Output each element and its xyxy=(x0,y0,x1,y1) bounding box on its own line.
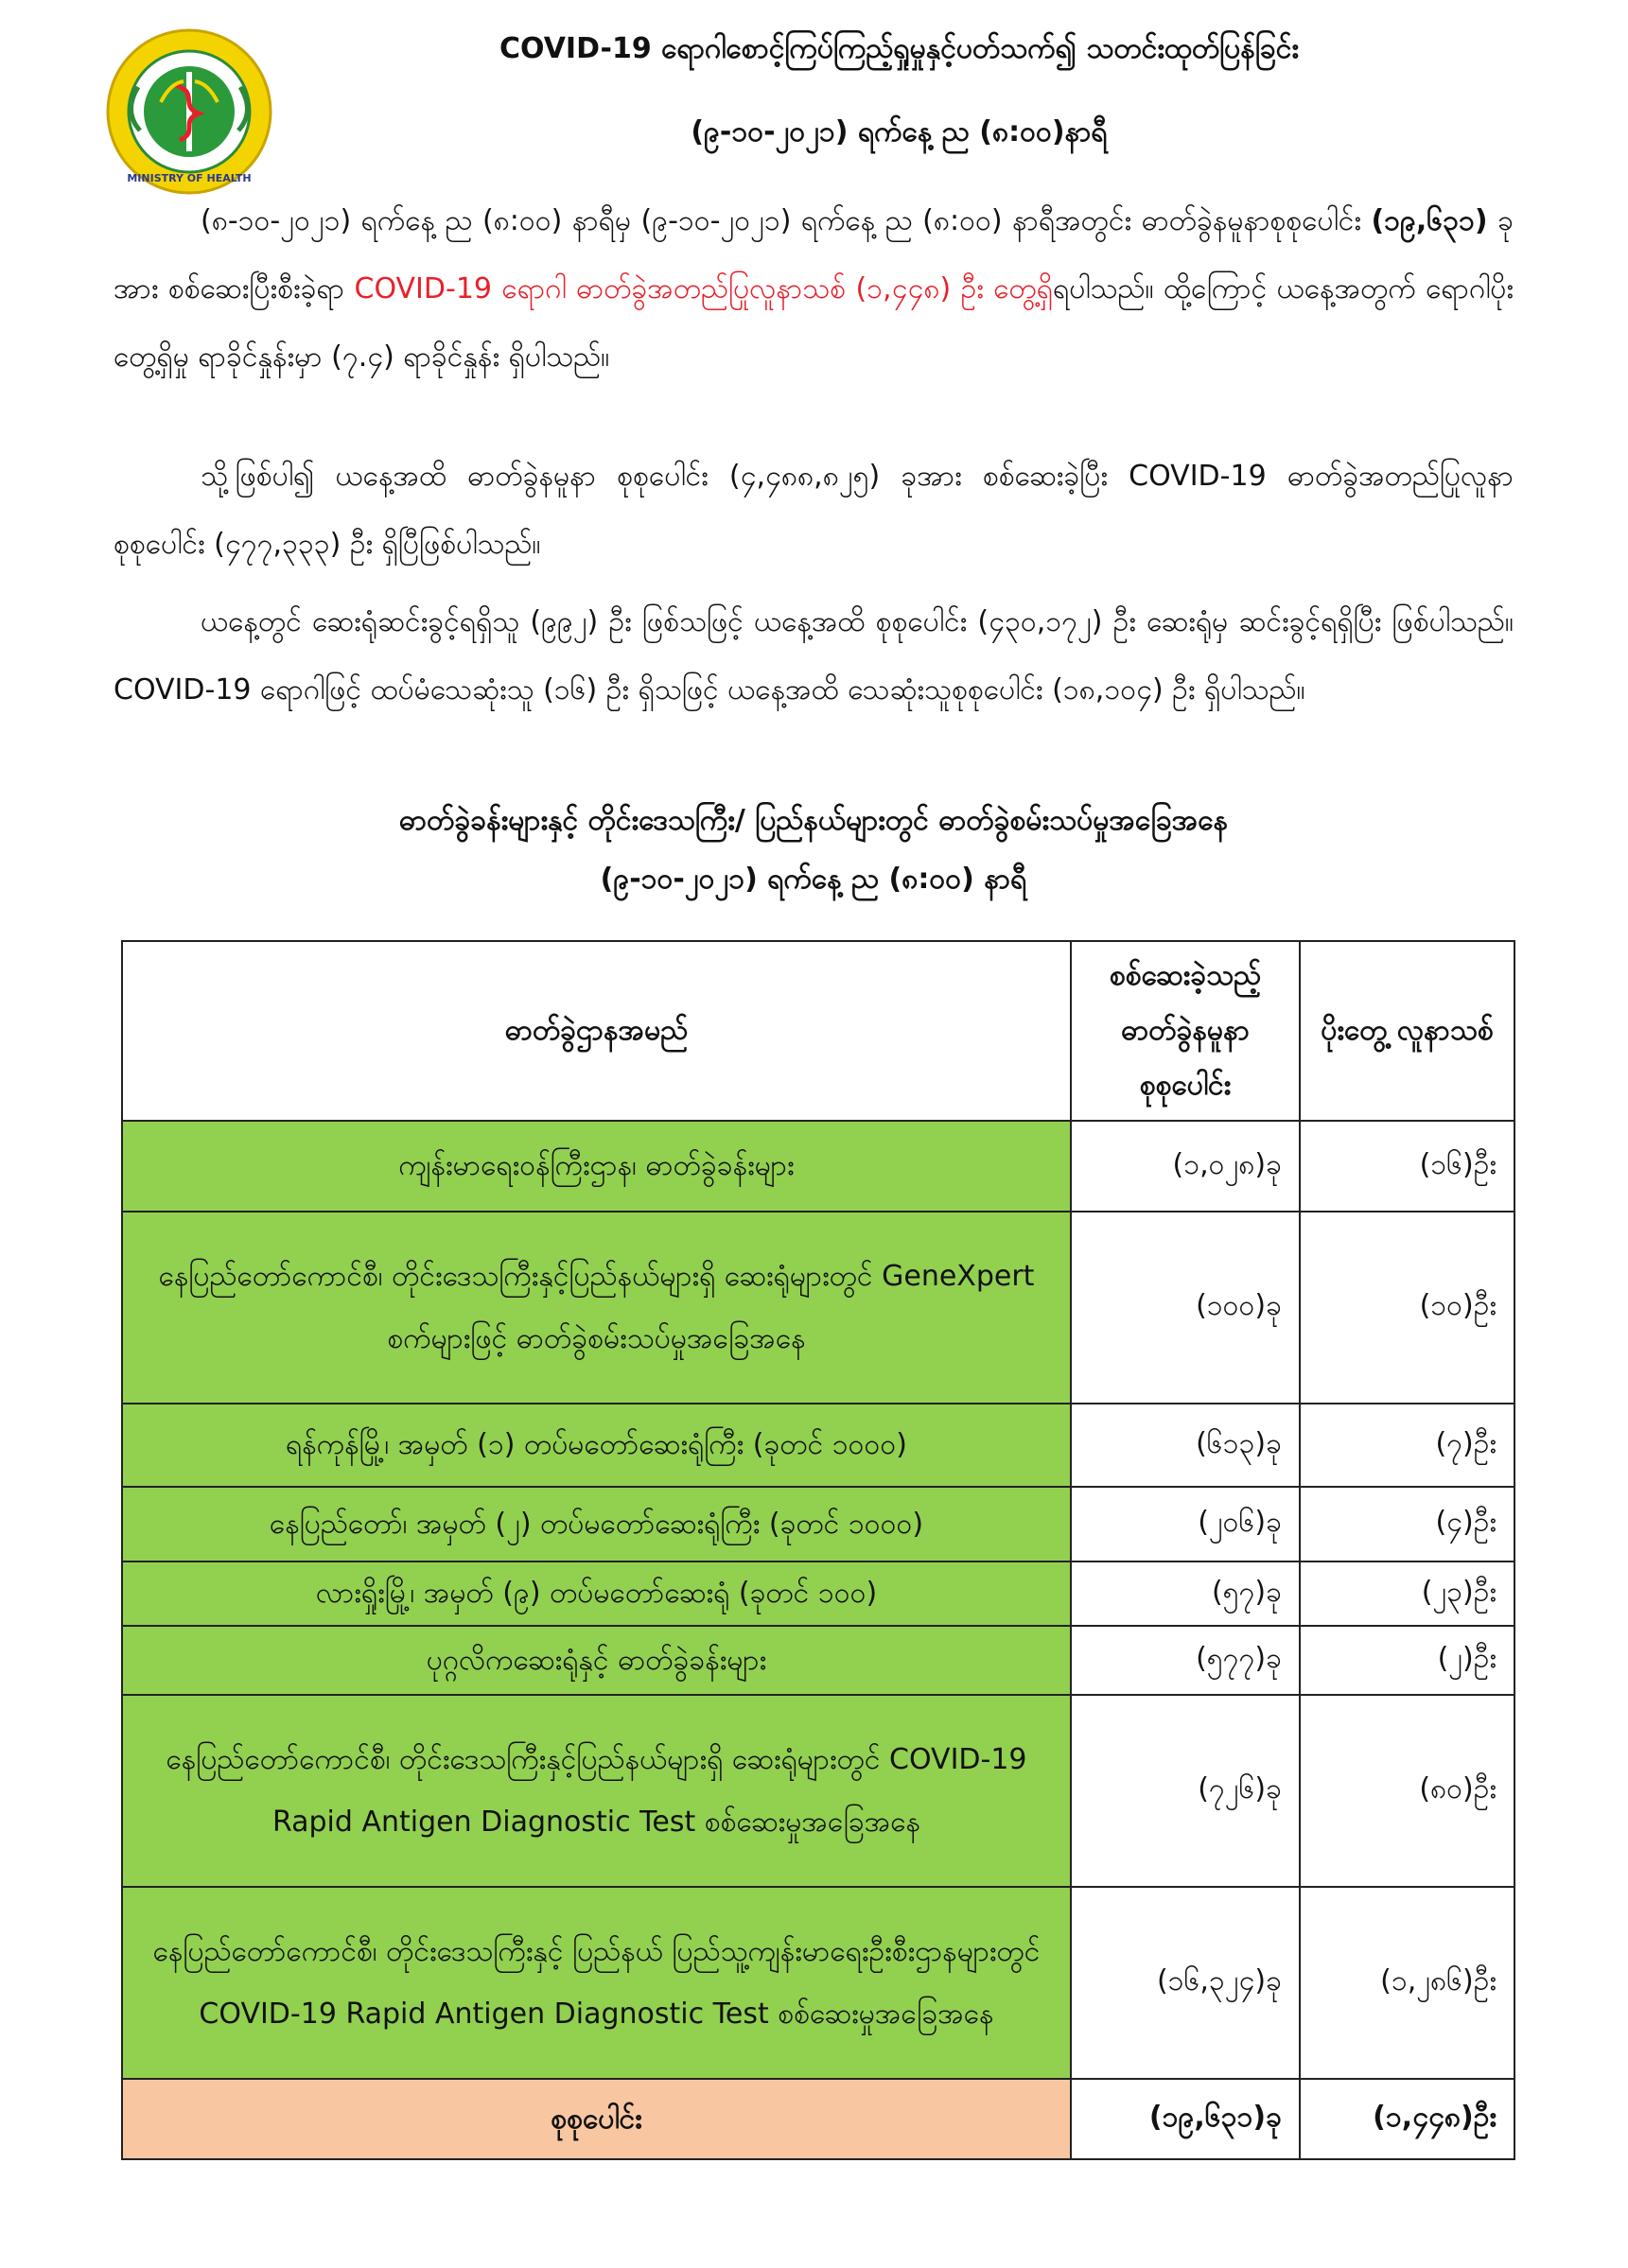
row-cases: (၈၀)ဦး xyxy=(1300,1695,1514,1887)
row-cases: (၁၆)ဦး xyxy=(1300,1121,1514,1212)
row-cases: (၁,၂၈၆)ဦး xyxy=(1300,1887,1514,2079)
row-samples: (၁၀၀)ခု xyxy=(1071,1212,1300,1404)
table-row xyxy=(122,1626,1514,1695)
table-row xyxy=(122,1212,1514,1404)
p3-text: ယနေ့တွင် ဆေးရုံဆင်းခွင့်ရရှိသူ (၉၉၂) ဦး ဖြစ်သဖြင့် ယနေ့အထိ စုစုပေါင်း (၄၃၀,၁၇၂) ဦး ဆေးရုံမှ ဆင်းခွင့်ရရှိပြီး ဖြစ်ပါသည်။ COVID-19 ရောဂါဖြင့် ထပ်မံသေဆုံးသူ (၁၆) ဦး ရှိသဖြင့် ယနေ့အထိ သေဆုံးသူစုစုပေါင်း (၁၈,၁၀၄) ဦး ရှိပါသည်။ xyxy=(114,605,1514,707)
row-lab-name: နေပြည်တော်၊ အမှတ် (၂) တပ်မတော်ဆေးရုံကြီး (ခုတင် ၁၀၀၀) xyxy=(122,1487,1071,1561)
paragraph-daily-cases xyxy=(114,187,1514,392)
table-row xyxy=(122,1561,1514,1626)
table-total-row xyxy=(122,2079,1514,2159)
table-row xyxy=(122,1487,1514,1561)
row-lab-name: ကျန်းမာရေးဝန်ကြီးဌာန၊ ဓာတ်ခွဲခန်းများ xyxy=(122,1121,1071,1212)
table-row xyxy=(122,1121,1514,1212)
p1-sample-count: (၁၉,၆၃၁) xyxy=(1371,204,1488,237)
total-samples: (၁၉,၆၃၁)ခု xyxy=(1071,2079,1300,2159)
row-samples: (၅၇)ခု xyxy=(1071,1561,1300,1626)
p1-text-d: ရပါသည်။ ထို့ကြောင့် ယနေ့အတွက် ရောဂါပိုးတွေ့ရှိမှု ရာခိုင်နှုန်းမှာ (၇.၄) ရာခိုင်နှုန်း ရှိပါသည်။ xyxy=(114,272,1514,374)
paragraph-recoveries-deaths xyxy=(114,588,1514,724)
row-samples: (၅၇၇)ခု xyxy=(1071,1626,1300,1695)
row-lab-name: နေပြည်တော်ကောင်စီ၊ တိုင်းဒေသကြီးနှင့် ပြည်နယ် ပြည်သူ့ကျန်းမာရေးဦးစီးဌာနများတွင် COVID-19 Rapid Antigen Diagnostic Test စစ်ဆေးမှုအခြေအနေ xyxy=(122,1887,1071,2079)
row-samples: (၁,၀၂၈)ခု xyxy=(1071,1121,1300,1212)
section-heading: ဓာတ်ခွဲခန်းများနှင့် တိုင်းဒေသကြီး/ ပြည်နယ်များတွင် ဓာတ်ခွဲစမ်းသပ်မှုအခြေအနေ xyxy=(398,804,1229,837)
table-header-row xyxy=(122,941,1514,1121)
p1-new-cases-highlight: COVID-19 ရောဂါ ဓာတ်ခွဲအတည်ပြုလူနာသစ် (၁,၄၄၈) ဦး တွေ့ရှိ xyxy=(354,272,1053,305)
row-cases: (၂၃)ဦး xyxy=(1300,1561,1514,1626)
row-samples: (၇၂၆)ခု xyxy=(1071,1695,1300,1887)
row-samples: (၂၀၆)ခု xyxy=(1071,1487,1300,1561)
table-row xyxy=(122,1887,1514,2079)
table-row xyxy=(122,1695,1514,1887)
row-lab-name: ရန်ကုန်မြို့၊ အမှတ် (၁) တပ်မတော်ဆေးရုံကြီး (ခုတင် ၁၀၀၀) xyxy=(122,1404,1071,1487)
row-samples: (၆၁၃)ခု xyxy=(1071,1404,1300,1487)
row-lab-name: လားရှိုးမြို့၊ အမှတ် (၉) တပ်မတော်ဆေးရုံ (ခုတင် ၁၀၀) xyxy=(122,1561,1071,1626)
lab-testing-table xyxy=(121,940,1515,2160)
header-samples: စစ်ဆေးခဲ့သည့် ဓာတ်ခွဲနမူနာ စုစုပေါင်း xyxy=(1071,941,1300,1121)
total-label: စုစုပေါင်း xyxy=(122,2079,1071,2159)
row-cases: (၂)ဦး xyxy=(1300,1626,1514,1695)
paragraph-cumulative xyxy=(114,443,1514,579)
row-samples: (၁၆,၃၂၄)ခု xyxy=(1071,1887,1300,2079)
p1-text-a: (၈-၁၀-၂၀၂၁) ရက်နေ့ ည (၈:၀၀) နာရီမှ (၉-၁၀-၂၀၂၁) ရက်နေ့ ည (၈:၀၀) နာရီအတွင်း ဓာတ်ခွဲနမူနာစုစုပေါင်း xyxy=(201,204,1372,237)
header-lab-name: ဓာတ်ခွဲဌာနအမည် xyxy=(122,941,1071,1121)
report-date: (၉-၁၀-၂၀၂၁) ရက်နေ့ ည (၈:၀၀)နာရီ xyxy=(691,115,1108,148)
row-lab-name: နေပြည်တော်ကောင်စီ၊ တိုင်းဒေသကြီးနှင့်ပြည်နယ်များရှိ ဆေးရုံများတွင် GeneXpert စက်များဖြင့် ဓာတ်ခွဲစမ်းသပ်မှုအခြေအနေ xyxy=(122,1212,1071,1404)
table-row xyxy=(122,1404,1514,1487)
row-cases: (၁၀)ဦး xyxy=(1300,1212,1514,1404)
p2-text: သို့ဖြစ်ပါ၍ ယနေ့အထိ ဓာတ်ခွဲနမူနာ စုစုပေါင်း (၄,၄၈၈,၈၂၅) ခုအား စစ်ဆေးခဲ့ပြီး COVID-19 ဓာတ်ခွဲအတည်ပြုလူနာ စုစုပေါင်း (၄၇၇,၃၃၃) ဦး ရှိပြီဖြစ်ပါသည်။ xyxy=(114,460,1514,561)
p1-text-c: ခုအား စစ်ဆေးပြီးစီးခဲ့ရာ xyxy=(114,204,1514,305)
header-new-cases: ပိုးတွေ့ လူနာသစ် xyxy=(1300,941,1514,1121)
total-cases: (၁,၄၄၈)ဦး xyxy=(1300,2079,1514,2159)
row-lab-name: နေပြည်တော်ကောင်စီ၊ တိုင်းဒေသကြီးနှင့်ပြည်နယ်များရှိ ဆေးရုံများတွင် COVID-19 Rapid Antigen Diagnostic Test စစ်ဆေးမှုအခြေအနေ xyxy=(122,1695,1071,1887)
section-date: (၉-၁၀-၂၀၂၁) ရက်နေ့ ည (၈:၀၀) နာရီ xyxy=(600,863,1027,896)
logo-caption: MINISTRY OF HEALTH xyxy=(127,172,252,184)
row-cases: (၄)ဦး xyxy=(1300,1487,1514,1561)
row-cases: (၇)ဦး xyxy=(1300,1404,1514,1487)
row-lab-name: ပုဂ္ဂလိကဆေးရုံနှင့် ဓာတ်ခွဲခန်းများ xyxy=(122,1626,1071,1695)
page-title: COVID-19 ရောဂါစောင့်ကြပ်ကြည့်ရှုမှုနှင့်ပတ်သက်၍ သတင်းထုတ်ပြန်ခြင်း xyxy=(499,32,1299,65)
